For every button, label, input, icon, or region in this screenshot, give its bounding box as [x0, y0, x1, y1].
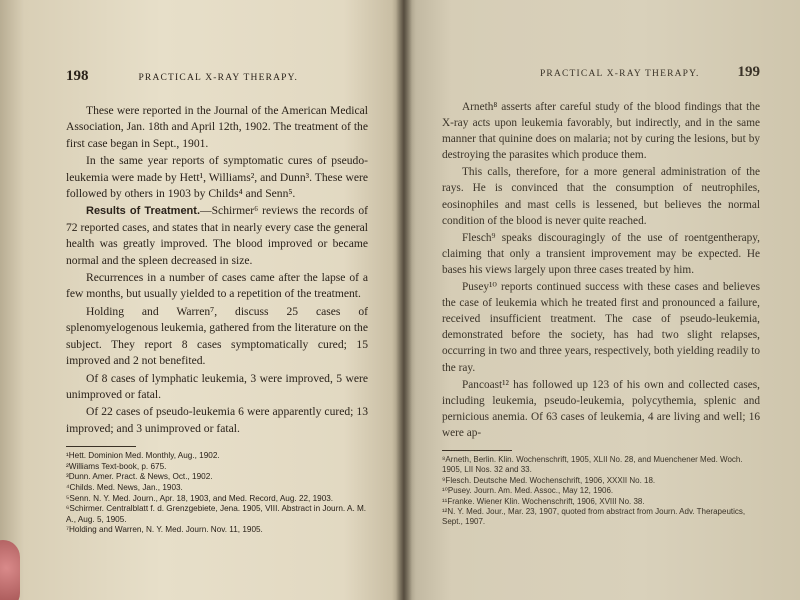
footnote: ⁵Senn. N. Y. Med. Journ., Apr. 18, 1903, and Med. Record, Aug. 22, 1903.: [66, 493, 334, 503]
section-heading: Results of Treatment.: [86, 205, 200, 218]
paragraph: This calls, therefore, for a more general administration of the rays. He is convinced that the consumption of neutrophiles, eosinophiles and mast cells is lessened, but believes the normal condition of the blood is never quite reached.: [442, 166, 760, 227]
right-running-head: PRACTICAL X-RAY THERAPY.: [539, 69, 700, 79]
thumb: [0, 540, 20, 600]
left-page-number: 198: [66, 68, 89, 84]
footnote: ¹Hett. Dominion Med. Monthly, Aug., 1902.: [66, 451, 220, 461]
paragraph: Flesch⁹ speaks discouragingly of the use of roentgentherapy, claiming that only a transient improvement may be expected. He bases his views largely upon three cases treated by him.: [442, 231, 760, 276]
footnote: ⁹Flesch. Deutsche Med. Wochenschrift, 1906, XXXII No. 18.: [442, 475, 656, 485]
footnote: ³Dunn. Amer. Pract. & News, Oct., 1902.: [66, 472, 213, 482]
book-gutter: [396, 0, 412, 600]
paragraph: Pusey¹⁰ reports continued success with these cases and believes the case of leukemia which he treated first and pronounced a failure, received insufficient treatment. The case of pseudo-leukemia, demonstrated before the society, has had two slight relapses, occurring in two and three years, respectively, both yielding readily to the ray.: [442, 281, 760, 374]
left-body-text: [66, 103, 368, 437]
right-page: [404, 0, 800, 600]
left-footnotes: [66, 451, 368, 536]
paragraph: Of 8 cases of lymphatic leukemia, 3 were improved, 5 were unimproved or fatal.: [66, 371, 368, 401]
footnote: ¹⁰Pusey. Journ. Am. Med. Assoc., May 12, 1906.: [442, 486, 614, 496]
footnote-rule: [442, 450, 512, 451]
footnote: ¹²N. Y. Med. Jour., Mar. 23, 1907, quoted from abstract from Journ. Adv. Therapeutics, Sept., 1907.: [442, 507, 746, 527]
left-page-header: [66, 68, 368, 85]
paragraph: These were reported in the Journal of the American Medical Association, Jan. 18th and April 12th, 1902. The treatment of the first case began in Sept., 1901.: [66, 104, 368, 150]
left-running-head: PRACTICAL X-RAY THERAPY.: [138, 73, 299, 83]
right-body-text: [442, 99, 760, 441]
paragraph: Of 22 cases of pseudo-leukemia 6 were apparently cured; 13 improved; and 3 unimproved or fatal.: [66, 405, 368, 435]
footnote: ⁴Childs. Med. News, Jan., 1903.: [66, 482, 183, 492]
right-page-number: 199: [737, 64, 760, 80]
footnote: ⁸Arneth, Berlin. Klin. Wochenschrift, 1905, XLII No. 28, and Muenchener Med. Woch. 1905, LII Nos. 32 and 33.: [442, 454, 743, 475]
footnote-rule: [66, 446, 136, 447]
footnote: ²Williams Text-book, p. 675.: [66, 461, 167, 471]
paragraph-text: —Schirmer⁶ reviews the records of 72 reported cases, and states that in nearly every case the general health was greatly improved. The blood improved or became normal and the spleen decreased in size.: [66, 204, 368, 267]
footnote: ⁶Schirmer. Centralblatt f. d. Grenzgebiete, Jena. 1905, VIII. Abstract in Journ. A. M. A., Aug. 5, 1905.: [66, 504, 367, 524]
paragraph: [66, 203, 368, 269]
paragraph: Arneth⁸ asserts after careful study of the blood findings that the X-ray acts upon leukemia favorably, but indirectly, and in the same manner that quinine does on malaria; not by curing the lesions, but by destroying the parasites which produce them.: [442, 101, 760, 162]
footnote: ⁷Holding and Warren, N. Y. Med. Journ. Nov. 11, 1905.: [66, 525, 263, 535]
right-page-header: [442, 64, 760, 81]
footnote: ¹¹Franke. Wiener Klin. Wochenschrift, 1906, XVIII No. 38.: [442, 496, 645, 506]
paragraph: In the same year reports of symptomatic cures of pseudo-leukemia were made by Hett¹, Williams², and Dunn³. These were followed by others in 1903 by Childs⁴ and Senn⁵.: [66, 154, 368, 201]
right-footnotes: [442, 455, 760, 528]
paragraph: Holding and Warren⁷, discuss 25 cases of splenomyelogenous leukemia, gathered from the literature on the subject. They report 8 cases symptomatically cured; 15 improved and 2 not benefited.: [66, 304, 368, 368]
paragraph: Recurrences in a number of cases came after the lapse of a few months, but usually yielded to a repetition of the treatment.: [66, 271, 368, 301]
paragraph: Pancoast¹² has followed up 123 of his own and collected cases, including leukemia, pseudo-leukemia, polycythemia, splenic and pernicious anemia. Of 63 cases of leukemia, 4 are living and well; 16 were ap-: [442, 378, 760, 439]
